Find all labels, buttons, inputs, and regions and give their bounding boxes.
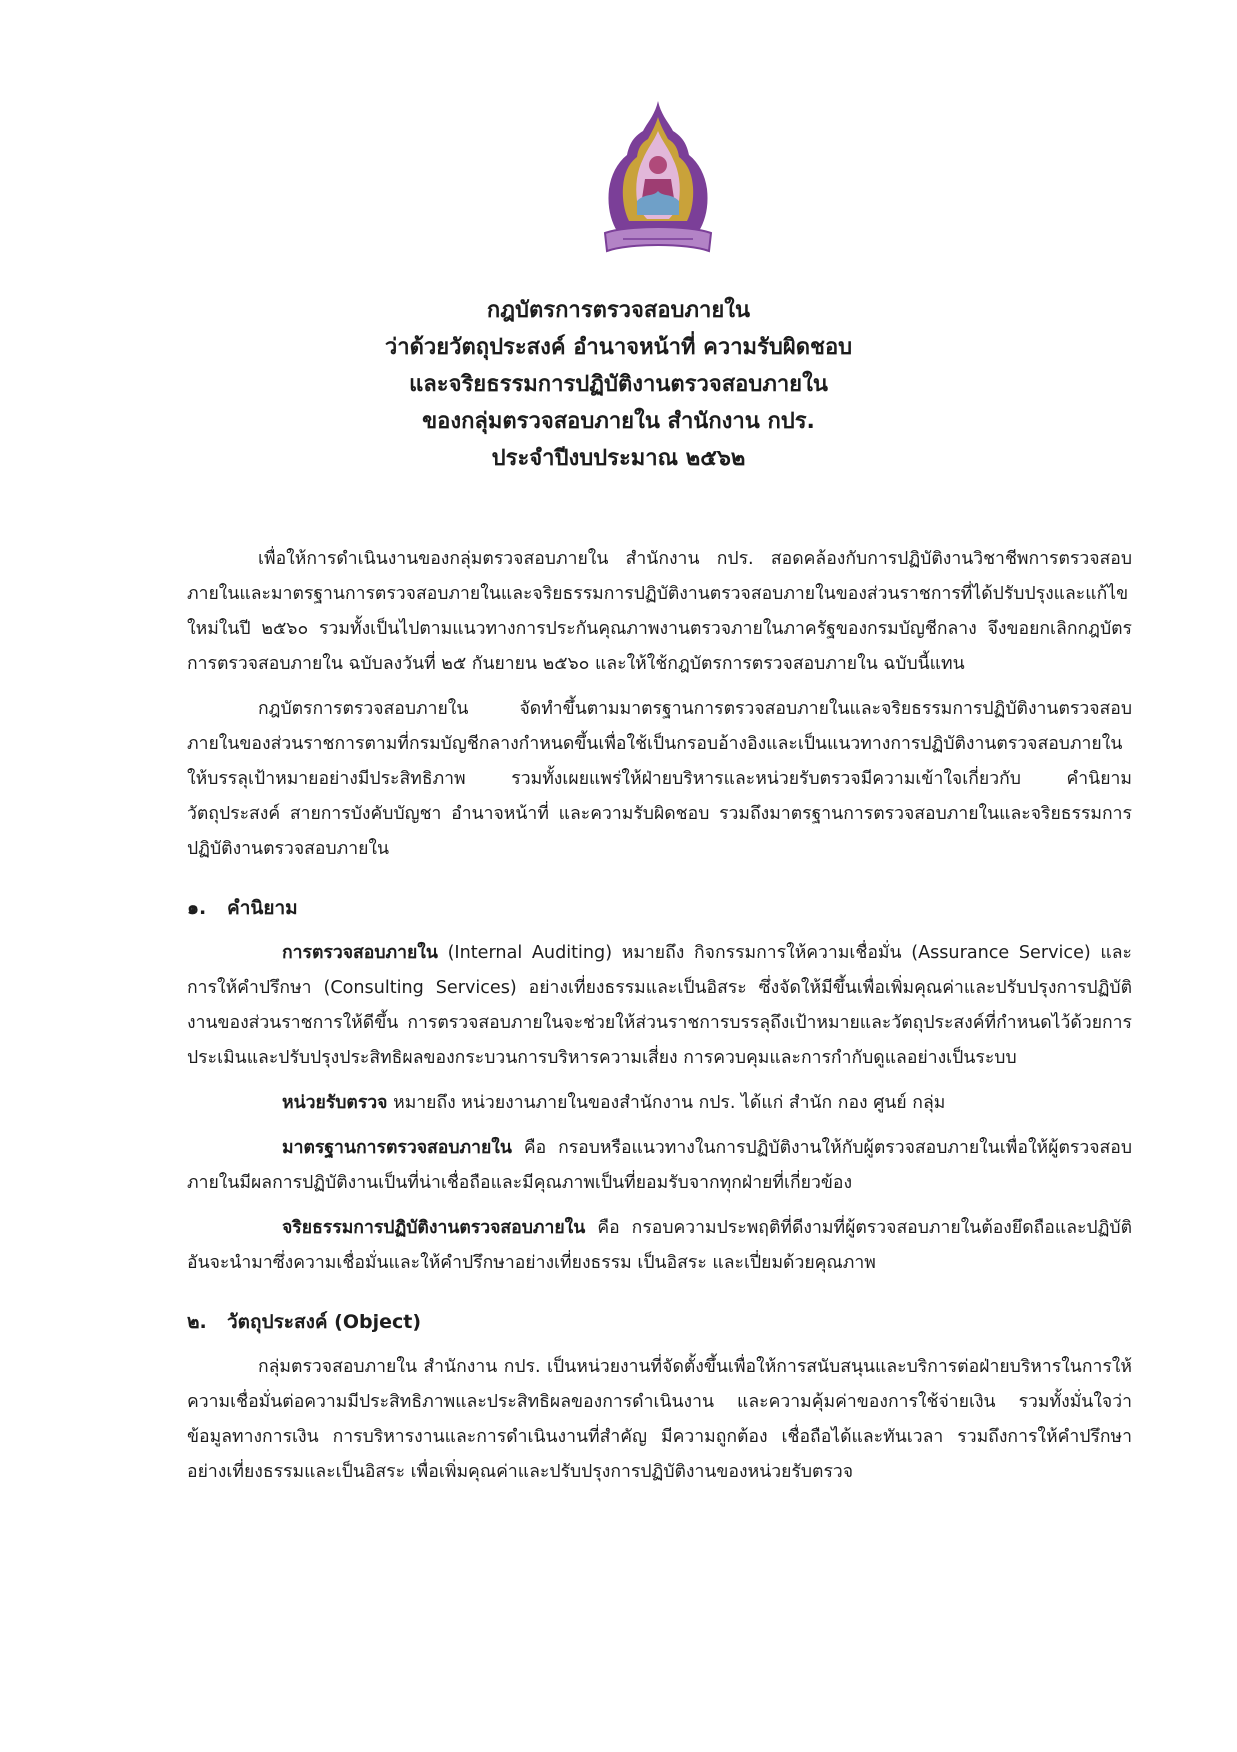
agency-emblem-icon — [597, 97, 719, 263]
section-title: วัตถุประสงค์ (Object) — [227, 1311, 422, 1333]
document-body — [187, 542, 1132, 1500]
title-line: และจริยธรรมการปฏิบัติงานตรวจสอบภายใน — [409, 372, 828, 397]
intro-paragraph: กฎบัตรการตรวจสอบภายใน จัดทำขึ้นตามมาตรฐานการตรวจสอบภายในและจริยธรรมการปฏิบัติงานตรวจสอบภายในของส่วนราชการตามที่กรมบัญชีกลางกำหนดขึ้นเพื่อใช้เป็นกรอบอ้างอิงและเป็นแนวทางการปฏิบัติงานตรวจสอบภายในให้บรรลุเป้าหมายอย่างมีประสิทธิภาพ รวมทั้งเผยแพร่ให้ฝ่ายบริหารและหน่วยรับตรวจมีความเข้าใจเกี่ยวกับ คำนิยาม วัตถุประสงค์ สายการบังคับบัญชา อำนาจหน้าที่ และความรับผิดชอบ รวมถึงมาตรฐานการตรวจสอบภายในและจริยธรรมการปฏิบัติงานตรวจสอบภายใน — [187, 699, 1132, 859]
section-paragraph: กลุ่มตรวจสอบภายใน สำนักงาน กปร. เป็นหน่วยงานที่จัดตั้งขึ้นเพื่อให้การสนับสนุนและบริการต่อฝ่ายบริหารในการให้ความเชื่อมั่นต่อความมีประสิทธิภาพและประสิทธิผลของการดำเนินงาน และความคุ้มค่าของการใช้จ่ายเงิน รวมทั้งมั่นใจว่า ข้อมูลทางการเงิน การบริหารงานและการดำเนินงานที่สำคัญ มีความถูกต้อง เชื่อถือได้และทันเวลา รวมถึงการให้คำปรึกษาอย่างเที่ยงธรรมและเป็นอิสระ เพื่อเพิ่มคุณค่าและปรับปรุงการปฏิบัติงานของหน่วยรับตรวจ — [187, 1357, 1132, 1482]
title-line: กฎบัตรการตรวจสอบภายใน — [486, 298, 751, 323]
section-number: ๑. — [187, 897, 207, 919]
definition — [187, 936, 1132, 1076]
section-heading — [187, 891, 1132, 926]
definition-text: คือ กรอบความประพฤติที่ดีงามที่ผู้ตรวจสอบภายในต้องยึดถือและปฏิบัติ อันจะนำมาซึ่งความเชื่อมั่นและให้คำปรึกษาอย่างเที่ยงธรรม เป็นอิสระ และเปี่ยมด้วยคุณภาพ — [187, 1218, 1132, 1273]
title-line: ประจำปีงบประมาณ ๒๕๖๒ — [491, 446, 746, 471]
section-heading — [187, 1305, 1132, 1340]
definition — [187, 1086, 1132, 1121]
definition-term: การตรวจสอบภายใน — [282, 943, 438, 963]
title-line: ของกลุ่มตรวจสอบภายใน สำนักงาน กปร. — [422, 409, 815, 434]
definition-text: หมายถึง หน่วยงานภายในของสำนักงาน กปร. ได้แก่ สำนัก กอง ศูนย์ กลุ่ม — [387, 1093, 946, 1113]
definition-text: (Internal Auditing) หมายถึง กิจกรรมการให้ความเชื่อมั่น (Assurance Service) และการให้คำปรึกษา (Consulting Services) อย่างเที่ยงธรรมและเป็นอิสระ ซึ่งจัดให้มีขึ้นเพื่อเพิ่มคุณค่าและปรับปรุงการปฏิบัติงานของส่วนราชการให้ดีขึ้น การตรวจสอบภายในจะช่วยให้ส่วนราชการบรรลุถึงเป้าหมายและวัตถุประสงค์ที่กำหนดไว้ด้วยการประเมินและปรับปรุงประสิทธิผลของกระบวนการบริหารความเสี่ยง การควบคุมและการกำกับดูแลอย่างเป็นระบบ — [187, 943, 1132, 1068]
title-line: ว่าด้วยวัตถุประสงค์ อำนาจหน้าที่ ความรับผิดชอบ — [384, 335, 853, 360]
section-title: คำนิยาม — [227, 897, 298, 919]
definition-term: มาตรฐานการตรวจสอบภายใน — [282, 1138, 512, 1158]
definition — [187, 1131, 1132, 1201]
section-number: ๒. — [187, 1311, 207, 1333]
document-title — [150, 292, 1087, 477]
definition-term: หน่วยรับตรวจ — [282, 1093, 388, 1113]
intro-paragraph: เพื่อให้การดำเนินงานของกลุ่มตรวจสอบภายใน สำนักงาน กปร. สอดคล้องกับการปฏิบัติงานวิชาชีพการตรวจสอบภายในและมาตรฐานการตรวจสอบภายในและจริยธรรมการปฏิบัติงานตรวจสอบภายในของส่วนราชการที่ได้ปรับปรุงและแก้ไขใหม่ในปี ๒๕๖๐ รวมทั้งเป็นไปตามแนวทางการประกันคุณภาพงานตรวจภายในภาครัฐของกรมบัญชีกลาง จึงขอยกเลิกกฎบัตรการตรวจสอบภายใน ฉบับลงวันที่ ๒๕ กันยายน ๒๕๖๐ และให้ใช้กฎบัตรการตรวจสอบภายใน ฉบับนี้แทน — [187, 549, 1132, 674]
definition-term: จริยธรรมการปฏิบัติงานตรวจสอบภายใน — [282, 1218, 586, 1238]
definition — [187, 1211, 1132, 1281]
definition-text: คือ กรอบหรือแนวทางในการปฏิบัติงานให้กับผู้ตรวจสอบภายในเพื่อให้ผู้ตรวจสอบภายในมีผลการปฏิบัติงานเป็นที่น่าเชื่อถือและมีคุณภาพเป็นที่ยอมรับจากทุกฝ่ายที่เกี่ยวข้อง — [187, 1138, 1132, 1193]
